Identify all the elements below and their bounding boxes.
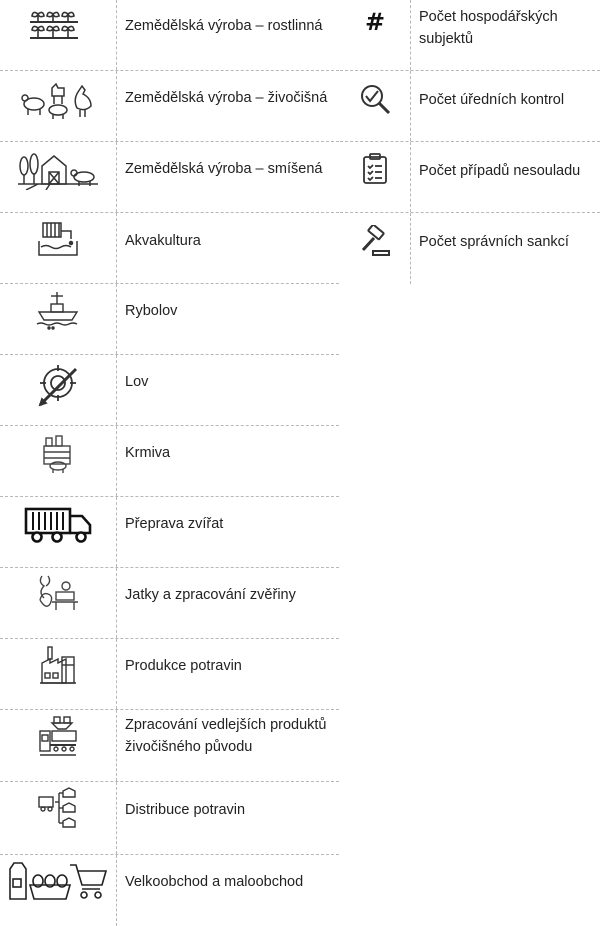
gavel-icon bbox=[340, 213, 411, 284]
category-label: Rybolov bbox=[125, 303, 178, 319]
byproduct-processing-icon bbox=[0, 710, 117, 781]
category-row bbox=[0, 782, 339, 855]
category-row bbox=[0, 284, 339, 355]
category-row bbox=[0, 710, 339, 782]
category-label: Lov bbox=[125, 374, 149, 390]
category-label: Zemědělská výroba – živočišná bbox=[125, 90, 328, 106]
category-label: Krmiva bbox=[125, 445, 171, 461]
category-label: Produkce potravin bbox=[125, 658, 242, 674]
metric-row bbox=[340, 142, 600, 213]
category-label: Distribuce potravin bbox=[125, 802, 246, 818]
category-label: Akvakultura bbox=[125, 233, 201, 249]
metric-label: Počet úředních kontrol bbox=[419, 92, 565, 108]
category-row bbox=[0, 855, 339, 926]
hash-icon: # bbox=[340, 0, 411, 70]
category-row bbox=[0, 213, 339, 284]
retail-cart-icon bbox=[0, 855, 117, 926]
category-row bbox=[0, 71, 339, 142]
category-row bbox=[0, 142, 339, 213]
category-label: Velkoobchod a maloobchod bbox=[125, 874, 304, 890]
metrics-table bbox=[340, 0, 600, 284]
metric-row bbox=[340, 71, 600, 142]
mixed-farm-icon bbox=[0, 142, 117, 212]
category-row bbox=[0, 568, 339, 639]
fishing-boat-icon bbox=[0, 284, 117, 354]
food-factory-icon bbox=[0, 639, 117, 709]
food-distribution-icon bbox=[0, 782, 117, 854]
metric-row bbox=[340, 213, 600, 284]
category-label: Zemědělská výroba – rostlinná bbox=[125, 18, 323, 34]
category-row bbox=[0, 355, 339, 426]
feed-factory-icon bbox=[0, 426, 117, 496]
category-row bbox=[0, 426, 339, 497]
metric-label: Počet správních sankcí bbox=[419, 234, 569, 250]
metric-label: Počet případů nesouladu bbox=[419, 163, 581, 179]
farm-animals-icon bbox=[0, 71, 117, 141]
category-row bbox=[0, 497, 339, 568]
category-row bbox=[0, 0, 339, 71]
aquaculture-icon bbox=[0, 213, 117, 283]
category-label: Přeprava zvířat bbox=[125, 516, 224, 532]
clipboard-checklist-icon bbox=[340, 142, 411, 212]
metric-label: Počet hospodářských subjektů bbox=[419, 9, 558, 47]
slaughterhouse-icon bbox=[0, 568, 117, 638]
plant-crops-icon bbox=[0, 0, 117, 70]
category-label: Zemědělská výroba – smíšená bbox=[125, 161, 323, 177]
category-row bbox=[0, 639, 339, 710]
category-label: Jatky a zpracování zvěřiny bbox=[125, 587, 296, 603]
magnifier-check-icon bbox=[340, 71, 411, 141]
hunting-rifle-icon bbox=[0, 355, 117, 425]
category-label: Zpracování vedlejších produktů živočišného původu bbox=[125, 717, 327, 755]
metric-row bbox=[340, 0, 600, 71]
livestock-truck-icon bbox=[0, 497, 117, 567]
